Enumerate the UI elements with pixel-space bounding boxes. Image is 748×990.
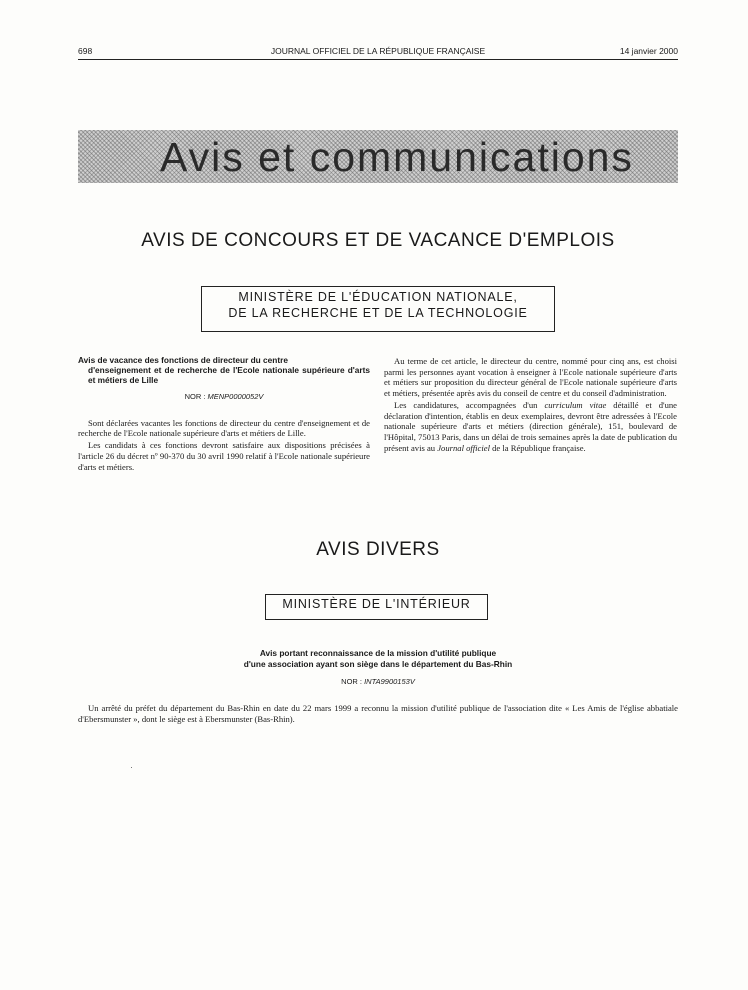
nor-label: NOR : bbox=[341, 677, 365, 686]
print-speck bbox=[131, 767, 132, 768]
article-left-column bbox=[78, 355, 370, 472]
nor-label: NOR : bbox=[184, 392, 208, 401]
ministry-line: MINISTÈRE DE L'ÉDUCATION NATIONALE, bbox=[238, 290, 518, 304]
text-run: Les candidatures, accompagnées d'un bbox=[394, 399, 545, 410]
article-right-column bbox=[384, 356, 677, 453]
article-paragraph: Sont déclarées vacantes les fonctions de directeur du centre d'enseignement et de recherche de l'Ecole nationale supérieure d'arts et métiers de Lille. bbox=[78, 417, 370, 439]
article-paragraph: Au terme de cet article, le directeur du centre, nommé pour cinq ans, est choisi parmi les personnes ayant vocation à enseigner à l'Ecole nationale supérieure d'arts et métiers sur proposition du directeur général de l'Ecole nationale supérieure d'arts et métiers, présentée après avis du conseil de centre et du conseil d'administration. bbox=[384, 356, 677, 399]
page-number: 698 bbox=[78, 46, 93, 56]
page-header bbox=[78, 43, 678, 60]
article-title bbox=[78, 355, 370, 385]
article-paragraph: Un arrêté du préfet du département du Bas-Rhin en date du 22 mars 1999 a reconnu la mission d'utilité publique de l'association dite « Les Amis de l'église abbatiale d'Ebersmunster », dont le siège est à Ebersmunster (Bas-Rhin). bbox=[78, 703, 678, 724]
banner-title: Avis et communications bbox=[160, 134, 634, 180]
article-title-continuation: d'enseignement et de recherche de l'Ecole nationale supérieure d'arts et métiers de Lille bbox=[88, 365, 370, 385]
article-body bbox=[78, 703, 678, 725]
nor-code: INTA9900153V bbox=[364, 677, 415, 686]
nor-code: MENP0000052V bbox=[207, 392, 264, 401]
ministry-education-box bbox=[201, 286, 555, 332]
article-title-line: Avis de vacance des fonctions de directeur du centre bbox=[78, 355, 288, 365]
nor-reference bbox=[78, 392, 370, 403]
article-paragraph: Les candidats à ces fonctions devront satisfaire aux dispositions précisées à l'article 26 du décret nº 90-370 du 30 avril 1990 relatif à l'Ecole nationale supérieure d'arts et métiers. bbox=[78, 440, 370, 472]
ministry-line: MINISTÈRE DE L'INTÉRIEUR bbox=[282, 597, 471, 611]
issue-date: 14 janvier 2000 bbox=[619, 46, 678, 56]
article-title-line: Avis portant reconnaissance de la mission d'utilité publique bbox=[259, 648, 497, 658]
ministry-interior-box bbox=[265, 594, 488, 620]
article-title bbox=[78, 648, 678, 669]
divers-heading: AVIS DIVERS bbox=[316, 539, 440, 560]
text-run-italic: Journal officiel bbox=[437, 442, 490, 453]
text-run: détaillé et d'une déclaration d'intention, établis en deux exemplaires, devront être adressées à l'Ecole nationale supérieure d'arts et métiers (direction générale), 151, boulevard de l'Hôpital, 75013 Paris, dans un délai de trois semaines après la date de publication du présent avis au bbox=[384, 399, 677, 453]
journal-title: JOURNAL OFFICIEL DE LA RÉPUBLIQUE FRANÇAISE bbox=[270, 46, 486, 56]
text-run: de la République française. bbox=[489, 442, 586, 453]
article-paragraph bbox=[384, 400, 677, 454]
nor-reference bbox=[78, 677, 678, 686]
article-title-line: d'une association ayant son siège dans le département du Bas-Rhin bbox=[243, 658, 513, 669]
text-run-italic: curriculum vitae bbox=[544, 399, 607, 410]
ministry-line: DE LA RECHERCHE ET DE LA TECHNOLOGIE bbox=[228, 306, 528, 320]
concours-heading: AVIS DE CONCOURS ET DE VACANCE D'EMPLOIS bbox=[141, 230, 615, 251]
